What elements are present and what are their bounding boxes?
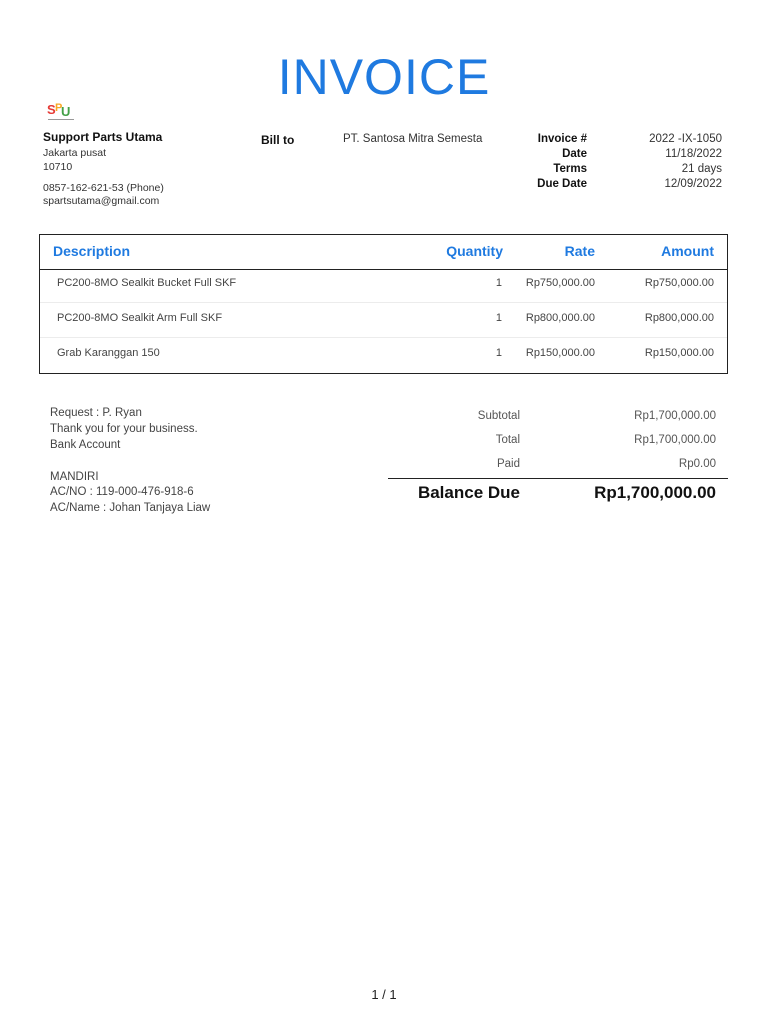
balance-due-label: Balance Due (417, 483, 520, 502)
date-label: Date (562, 148, 587, 160)
terms-value: 21 days (681, 163, 722, 175)
bill-to-label: Bill to (261, 133, 295, 147)
due-date-label: Due Date (537, 178, 587, 190)
company-postal: 10710 (43, 161, 73, 173)
bank-account-label: Bank Account (50, 439, 121, 451)
bill-to-name: PT. Santosa Mitra Semesta (343, 133, 483, 145)
balance-divider (388, 478, 728, 479)
svg-text:S: S (47, 102, 56, 117)
header-description: Description (53, 243, 131, 259)
company-name: Support Parts Utama (43, 130, 163, 144)
svg-text:U: U (61, 104, 71, 119)
invoice-number-value: 2022 -IX-1050 (649, 133, 722, 145)
subtotal-label: Subtotal (477, 410, 520, 422)
header-rate: Rate (564, 243, 595, 259)
request-note: Request : P. Ryan (50, 407, 142, 419)
total-value: Rp1,700,000.00 (634, 434, 716, 446)
header-quantity: Quantity (446, 243, 503, 259)
company-city: Jakarta pusat (43, 147, 107, 159)
due-date-value: 12/09/2022 (664, 178, 722, 190)
company-email: spartsutama@gmail.com (43, 195, 160, 207)
paid-value: Rp0.00 (678, 458, 716, 470)
company-phone: 0857-162-621-53 (Phone) (43, 182, 164, 194)
item-description: PC200-8MO Sealkit Bucket Full SKF (57, 277, 237, 289)
account-name: AC/Name : Johan Tanjaya Liaw (50, 502, 211, 514)
thanks-note: Thank you for your business. (50, 423, 198, 435)
bank-name: MANDIRI (50, 471, 99, 483)
balance-due-value: Rp1,700,000.00 (594, 483, 716, 502)
invoice-number-label: Invoice # (537, 133, 587, 145)
date-value: 11/18/2022 (665, 148, 722, 160)
items-table (39, 234, 728, 374)
item-description: Grab Karanggan 150 (57, 347, 160, 359)
item-rate: Rp800,000.00 (525, 312, 595, 324)
item-amount: Rp150,000.00 (644, 347, 714, 359)
total-label: Total (495, 434, 520, 446)
invoice-title: INVOICE (277, 49, 491, 105)
item-quantity: 1 (495, 277, 502, 289)
svg-text:P: P (55, 102, 63, 114)
subtotal-value: Rp1,700,000.00 (634, 410, 716, 422)
table-row (40, 302, 727, 338)
item-description: PC200-8MO Sealkit Arm Full SKF (57, 312, 223, 324)
company-logo (46, 99, 76, 123)
item-quantity: 1 (495, 312, 502, 324)
table-row (40, 337, 727, 372)
item-amount: Rp750,000.00 (644, 277, 714, 289)
items-table-header (40, 235, 727, 270)
item-rate: Rp750,000.00 (525, 277, 595, 289)
table-row (40, 267, 727, 303)
paid-label: Paid (496, 458, 520, 470)
item-amount: Rp800,000.00 (644, 312, 714, 324)
page-indicator: 1 / 1 (371, 987, 397, 1002)
account-number: AC/NO : 119-000-476-918-6 (50, 486, 194, 498)
item-rate: Rp150,000.00 (525, 347, 595, 359)
item-quantity: 1 (495, 347, 502, 359)
header-amount: Amount (661, 243, 714, 259)
terms-label: Terms (553, 163, 587, 175)
